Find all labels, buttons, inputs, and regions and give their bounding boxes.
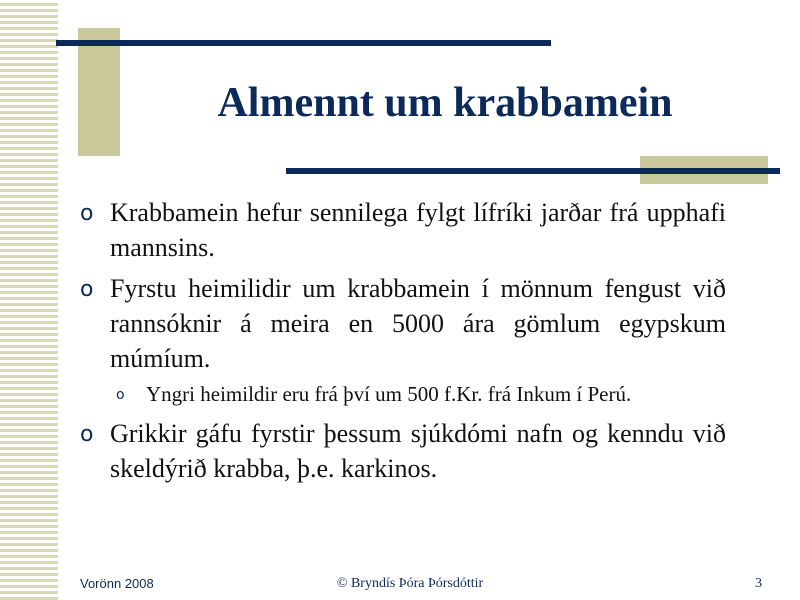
sub-bullet-item [114,380,726,409]
bullet-item [78,195,726,265]
slide-title: Almennt um krabbamein [217,80,673,126]
footer-page-number: 3 [755,576,762,591]
hollow-circle-bullet-icon: o [80,201,94,226]
bullet-text: Krabbamein hefur sennilega fylgt lífríki jarðar frá upphafi mannsins. [110,198,726,262]
hollow-circle-bullet-icon: o [116,387,125,403]
bullet-item [78,271,726,376]
sub-bullet-text: Yngri heimildir eru frá því um 500 f.Kr. frá Inkum í Perú. [146,382,632,406]
decorative-block-top-left [78,28,120,156]
decorative-line-under-title [286,168,780,174]
decorative-stripe-band [0,0,58,600]
footer-author: © Bryndís Þóra Þórsdóttir [336,576,484,591]
hollow-circle-bullet-icon: o [80,422,94,447]
bullet-text: Fyrstu heimilidir um krabbamein í mönnum fengust við rannsóknir á meira en 5000 ára gömlum egypskum múmíum. [110,274,726,373]
footer-date: Vorönn 2008 [80,576,154,591]
slide-body [78,195,726,492]
hollow-circle-bullet-icon: o [80,277,94,302]
decorative-line-top [56,40,551,46]
bullet-item [78,416,726,486]
bullet-text: Grikkir gáfu fyrstir þessum sjúkdómi nafn og kenndu við skeldýrið krabba, þ.e. karkinos. [110,419,726,483]
